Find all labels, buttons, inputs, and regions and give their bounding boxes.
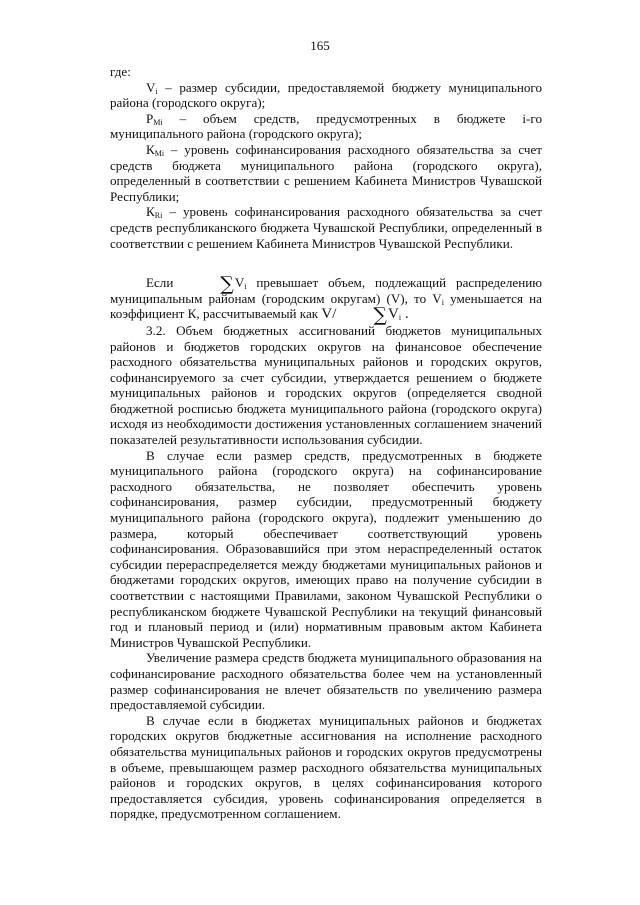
symbol-kr-subscript: Ri (154, 211, 163, 221)
symbol-p: P (146, 110, 154, 126)
paragraph-3-2: 3.2. Объем бюджетных ассигнований бюджетов муниципальных районов и бюджетов городских округов на финансовое обеспечение расходного обязательства муниципальных районов и городских округов, софинансируемого за счет субсидии, утверждается решением о бюджете муниципальных районов и городских округов (определяется сводной бюджетной росписью бюджета муниципального района (городского округа) исходя из необходимости достижения установленных соглашением значений показателей результативности использования субсидии. (110, 322, 542, 448)
sum-formula: $\sum V_i$ (220, 273, 247, 296)
definition-p (110, 111, 542, 142)
coefficient-var-subscript: i (398, 313, 402, 323)
definition-km-text: – уровень софинансирования расходного обязательства за счет средств бюджета муниципального района (городского округа), определенный в соответствии с решением Кабинета Министров Чувашской Республики; (110, 141, 542, 204)
condition-tail-text: уменьшается на коэффициент К, рассчитываемый как (110, 290, 542, 322)
coefficient-numerator: V/ (321, 306, 337, 323)
symbol-p-subscript: Mi (153, 117, 163, 127)
definitions-intro: где: (110, 64, 131, 79)
symbol-v: V (146, 79, 156, 95)
definition-v (110, 80, 542, 111)
symbol-v-subscript: i (155, 86, 158, 96)
paragraph-excess: В случае если в бюджетах муниципальных районов и бюджетах городских округов бюджетные ассигнования на исполнение расходного обязательства муниципальных районов и городских округов предусмотрены в объеме, превышающем размер расходного обязательства муниципальных районов и городских округов, в целях софинансирования которого предоставляется субсидия, уровень софинансирования определяется в порядке, предусмотренном соглашением. (110, 712, 542, 822)
sum-var: V (234, 275, 245, 291)
coefficient-var: V (387, 306, 399, 323)
document-body (110, 64, 542, 822)
sum-var-subscript: i (244, 282, 247, 292)
definition-kr (110, 204, 542, 251)
page-number: 165 (310, 38, 330, 53)
symbol-km: К (146, 141, 155, 157)
definition-km (110, 142, 542, 204)
paragraph-reduction: В случае если размер средств, предусмотренных в бюджете муниципального района (городского округа) на софинансирование расходного обязательства, не позволяет обеспечить уровень софинансирования, размер субсидии, предусмотренный бюджету муниципального района (городского округа), подлежит уменьшению до размера, который обеспечивает соответствующий уровень софинансирования. Образовавшийся при этом нераспределенный остаток субсидии перераспределяется между бюджетами муниципальных районов и бюджетами городских округов, имеющих право на получение субсидии в соответствии с настоящими Правилами, законом Чувашской Республики о республиканском бюджете Чувашской Республики на текущий финансовый год и плановый период и (или) нормативным правовым актом Кабинета Министров Чувашской Республики. (110, 447, 542, 650)
definition-p-text: – объем средств, предусмотренных в бюджете i-го муниципального района (городского округа); (110, 110, 542, 142)
condition-lead: Если (146, 275, 184, 291)
reduction-condition-paragraph (110, 273, 543, 327)
symbol-kr: К (146, 204, 155, 220)
condition-mid-text: превышает объем, подлежащий распределению муниципальным районам (городским округам) (V), то V (110, 275, 543, 306)
coefficient-end: . (401, 306, 409, 323)
definition-kr-text: – уровень софинансирования расходного обязательства за счет средств республиканского бюджета Чувашской Республики, определенный в соответствии с решением Кабинета Министров Чувашской Республики. (110, 204, 542, 251)
symbol-km-subscript: Mi (154, 148, 165, 158)
definition-v-text: – размер субсидии, предоставляемой бюджету муниципального района (городского округа); (110, 79, 542, 111)
paragraph-increase: Увеличение размера средств бюджета муниципального образования на софинансирование расходного обязательства более чем на установленный размер софинансирования не влечет обязательств по увеличению размера предоставляемой субсидии. (110, 650, 542, 713)
condition-mid-subscript: i (441, 297, 444, 307)
coefficient-formula: V/ $\sum V_i$ . (321, 304, 409, 327)
